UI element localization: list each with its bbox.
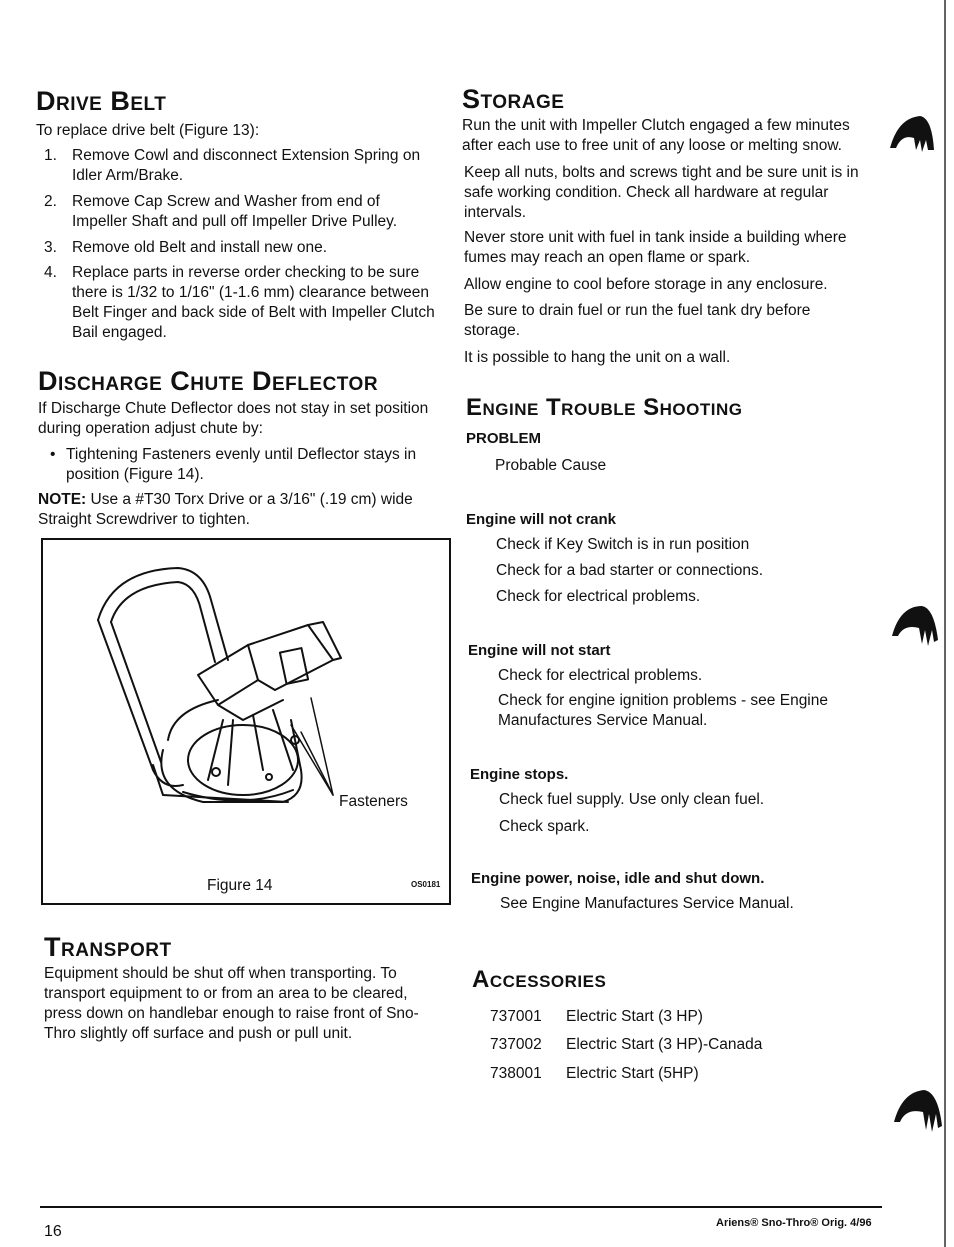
storage-paragraph: Be sure to drain fuel or run the fuel tank dry before storage. — [464, 302, 811, 340]
snow-thrower-illustration — [43, 540, 449, 903]
fasteners-callout: Fasteners — [339, 793, 408, 810]
storage-paragraph: Allow engine to cool before storage in any enclosure. — [464, 276, 828, 293]
drive-belt-heading: Drive Belt — [36, 86, 167, 116]
figure-14-box — [41, 538, 451, 905]
cause-item: Check fuel supply. Use only clean fuel. — [499, 791, 765, 808]
storage-paragraph: Keep all nuts, bolts and screws tight and be sure unit is in safe working condition. Check all hardware at regular intervals. — [464, 164, 859, 222]
accessories-heading: Accessories — [472, 966, 607, 993]
trouble-heading: Engine Trouble Shooting — [466, 394, 743, 421]
problem-title: Engine stops. — [470, 766, 569, 783]
accessory-row: 737001 Electric Start (3 HP) — [490, 1008, 703, 1025]
thumb-tab-icon — [890, 600, 942, 650]
storage-paragraph: Run the unit with Impeller Clutch engaged a few minutes after each use to free unit of any loose or melting snow. — [462, 117, 850, 155]
figure-caption: Figure 14 — [207, 877, 273, 894]
page-number: 16 — [44, 1223, 62, 1240]
discharge-note: NOTE: Use a #T30 Torx Drive or a 3/16" (.19 cm) wide Straight Screwdriver to tighten. — [38, 491, 413, 529]
discharge-intro: If Discharge Chute Deflector does not stay in set position during operation adjust chute by: — [38, 400, 429, 438]
drive-belt-intro: To replace drive belt (Figure 13): — [36, 122, 260, 139]
storage-paragraph: Never store unit with fuel in tank inside a building where fumes may reach an open flame or spark. — [464, 229, 847, 267]
thumb-tab-icon — [892, 1082, 946, 1136]
cause-item: Check for engine ignition problems - see Engine Manufactures Service Manual. — [498, 692, 828, 730]
document-reference: Ariens® Sno-Thro® Orig. 4/96 — [716, 1217, 872, 1229]
cause-item: Check for electrical problems. — [496, 588, 701, 605]
transport-heading: Transport — [44, 932, 172, 962]
probable-cause-label: Probable Cause — [495, 457, 607, 474]
cause-item: Check for electrical problems. — [498, 667, 703, 684]
problem-title: Engine will not start — [468, 642, 611, 659]
cause-item: Check if Key Switch is in run position — [496, 536, 750, 553]
cause-item: Check for a bad starter or connections. — [496, 562, 764, 579]
footer-rule — [40, 1206, 882, 1208]
transport-text: Equipment should be shut off when transporting. To transport equipment to or from an area to be cleared, press down on handlebar enough to raise front of Sno-Thro slightly off surface and push or pull unit. — [44, 965, 419, 1043]
figure-code: OS0181 — [411, 880, 441, 889]
storage-heading: Storage — [462, 84, 565, 114]
cause-item: Check spark. — [499, 818, 590, 835]
accessory-row: 737002 Electric Start (3 HP)-Canada — [490, 1036, 763, 1053]
bullet-dot: • — [50, 446, 56, 463]
thumb-tab-icon — [888, 110, 938, 160]
cause-item: See Engine Manufactures Service Manual. — [500, 895, 794, 912]
problem-title: Engine will not crank — [466, 511, 617, 528]
storage-paragraph: It is possible to hang the unit on a wall. — [464, 349, 731, 366]
accessory-row: 738001 Electric Start (5HP) — [490, 1065, 699, 1082]
discharge-heading: Discharge Chute Deflector — [38, 366, 379, 396]
scan-edge-line — [944, 0, 946, 1247]
problem-label: PROBLEM — [466, 430, 541, 447]
problem-title: Engine power, noise, idle and shut down. — [471, 870, 765, 887]
